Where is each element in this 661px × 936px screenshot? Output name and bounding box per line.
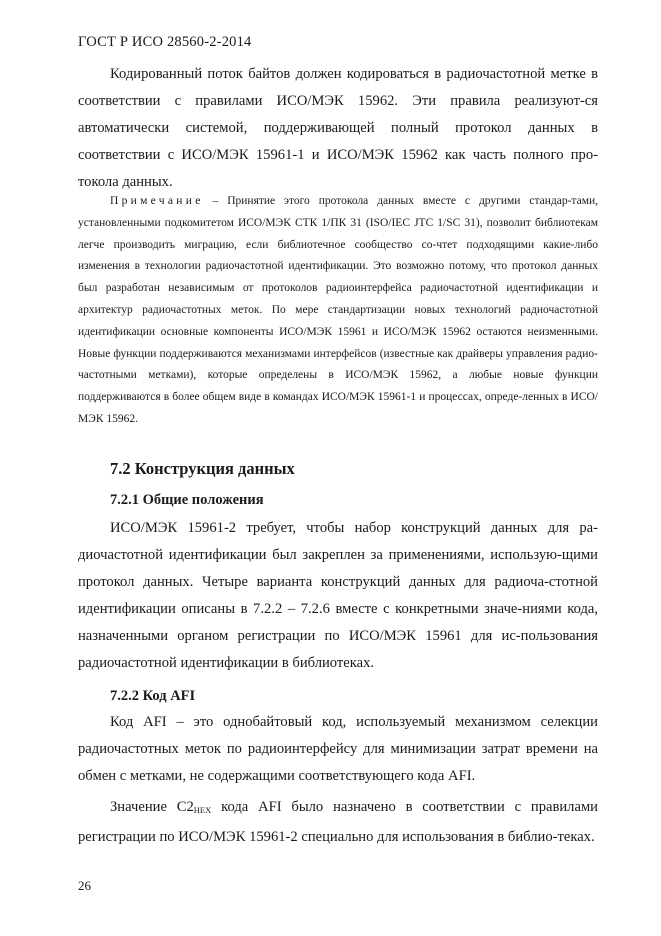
note-block xyxy=(78,191,598,431)
section-7-2-1-block xyxy=(78,515,598,677)
section-7-2-1-paragraph: ИСО/МЭК 15961-2 требует, чтобы набор конструкций данных для ра-диочастотной идентификации был закреплен за применениями, использую-щими протокол данных. Четыре варианта конструкций данных для радиоча-стотной идентификации описаны в 7.2.2 – 7.2.6 вместе с конкретными значе-ниями кода, назначенными органом регистрации по ИСО/МЭК 15961 для ис-пользования радиочастотной идентификации в библиотеках. xyxy=(78,520,598,671)
section-heading-7-2: 7.2 Конструкция данных xyxy=(110,459,295,478)
afi-paragraph-1: Код AFI – это однобайтовый код, используемый механизмом селекции радиочастотных меток по радиоинтерфейсу для минимизации затрат времени на обмен с метками, не содержащими соответствующего кода AFI. xyxy=(78,714,598,784)
note-text: Принятие этого протокола данных вместе с другими стандар-тами, установленными подкомитетом ИСО/МЭК СТК 1/ПК 31 (ISO/IEC JTC 1/SC 31), позволит библиотекам легче производить миграцию, если библиотечное сообщество со-чтет подходящими какие-либо изменения в технологии радиочастотной идентификации. Это возможно потому, что протокол данных был разработан независимым от протоколов радиоинтерфейса радиочастотной идентификации и архитектур радиочастотных меток. По мере стандартизации новых технологий радиочастотной идентификации основные компоненты ИСО/МЭК 15961 и ИСО/МЭК 15962 остаются неизменными. Новые функции поддерживаются механизмами интерфейсов (известные как драйверы управления радио-частотными метками), которые определены в ИСО/МЭК 15962, а любые новые функции поддерживаются в более общем виде в командах ИСО/МЭК 15961-1 и процессах, опреде-ленных в ИСО/МЭК 15962. xyxy=(78,195,599,425)
intro-block xyxy=(78,61,598,196)
section-7-2-2-block xyxy=(78,709,598,851)
afi-value-prefix: Значение C2 xyxy=(110,799,194,815)
intro-paragraph: Кодированный поток байтов должен кодироваться в радиочастотной метке в соответствии с правилами ИСО/МЭК 15962. Эти правила реализуют-ся автоматически системой, поддерживающей полный протокол данных в соответствии с ИСО/МЭК 15961-1 и ИСО/МЭК 15962 как часть полного про-токола данных. xyxy=(78,66,598,190)
afi-paragraph-2 xyxy=(78,794,598,851)
afi-hex-subscript: HEX xyxy=(193,805,212,815)
note-paragraph xyxy=(78,191,598,431)
afi-value-suffix: кода AFI было назначено в соответствии с правилами регистрации по ИСО/МЭК 15961-2 специально для использования в библио-теках. xyxy=(78,799,598,845)
document-header: ГОСТ Р ИСО 28560-2-2014 xyxy=(78,34,252,50)
note-dash: – xyxy=(203,195,228,207)
note-label: Примечание xyxy=(110,195,204,207)
section-heading-7-2-1: 7.2.1 Общие положения xyxy=(110,492,264,508)
section-heading-7-2-2: 7.2.2 Код AFI xyxy=(110,688,196,704)
page-number: 26 xyxy=(78,878,91,893)
